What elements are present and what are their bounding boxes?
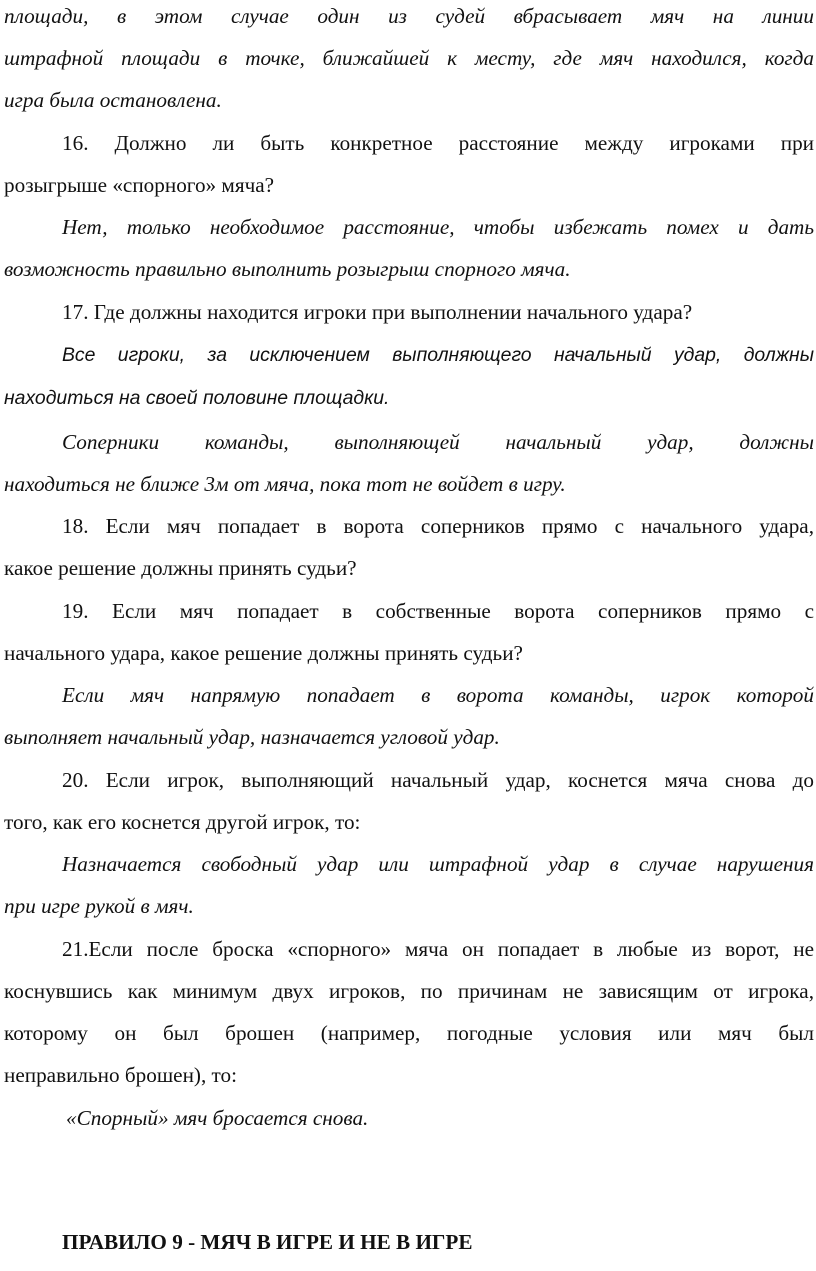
answer-17b-line-1: Соперники команды, выполняющей начальный удар, должны xyxy=(62,430,814,454)
answer-17b-line-2: находиться не ближе 3м от мяча, пока тот не войдет в игру. xyxy=(4,472,566,496)
question-16-line-1: 16. Должно ли быть конкретное расстояние между игроками при xyxy=(62,131,814,155)
question-20-line-1: 20. Если игрок, выполняющий начальный удар, коснется мяча снова до xyxy=(62,768,814,792)
question-19-line-2: начального удара, какое решение должны принять судьи? xyxy=(4,641,523,665)
question-21-line-2: коснувшись как минимум двух игроков, по причинам не зависящим от игрока, xyxy=(4,979,814,1003)
answer-16-line-1: Нет, только необходимое расстояние, чтобы избежать помех и дать xyxy=(62,215,814,239)
answer-20-line-2: при игре рукой в мяч. xyxy=(4,894,194,918)
question-18-line-2: какое решение должны принять судьи? xyxy=(4,556,357,580)
answer-20-line-1: Назначается свободный удар или штрафной удар в случае нарушения xyxy=(62,852,814,876)
question-20-line-2: того, как его коснется другой игрок, то: xyxy=(4,810,361,834)
answer-17a-line-2: находиться на своей половине площадки. xyxy=(4,387,390,409)
question-21-line-1: 21.Если после броска «спорного» мяча он попадает в любые из ворот, не xyxy=(62,937,814,961)
answer-15-line-3: игра была остановлена. xyxy=(4,88,222,112)
section-heading: ПРАВИЛО 9 - МЯЧ В ИГРЕ И НЕ В ИГРЕ xyxy=(62,1230,473,1254)
question-16-line-2: розыгрыше «спорного» мяча? xyxy=(4,173,275,197)
answer-15-line-2: штрафной площади в точке, ближайшей к месту, где мяч находился, когда xyxy=(4,46,814,70)
question-21-line-4: неправильно брошен), то: xyxy=(4,1063,238,1087)
answer-15-line-1: площади, в этом случае один из судей вбрасывает мяч на линии xyxy=(4,4,814,28)
question-17: 17. Где должны находится игроки при выполнении начального удара? xyxy=(62,300,693,324)
question-19-line-1: 19. Если мяч попадает в собственные ворота соперников прямо с xyxy=(62,599,814,623)
question-21-line-3: которому он был брошен (например, погодные условия или мяч был xyxy=(4,1021,814,1045)
answer-21: «Спорный» мяч бросается снова. xyxy=(66,1106,369,1130)
answer-19-line-1: Если мяч напрямую попадает в ворота команды, игрок которой xyxy=(62,683,814,707)
answer-16-line-2: возможность правильно выполнить розыгрыш спорного мяча. xyxy=(4,257,571,281)
answer-17a-line-1: Все игроки, за исключением выполняющего начальный удар, должны xyxy=(62,344,814,366)
question-18-line-1: 18. Если мяч попадает в ворота соперников прямо с начального удара, xyxy=(62,514,814,538)
answer-19-line-2: выполняет начальный удар, назначается угловой удар. xyxy=(4,725,500,749)
